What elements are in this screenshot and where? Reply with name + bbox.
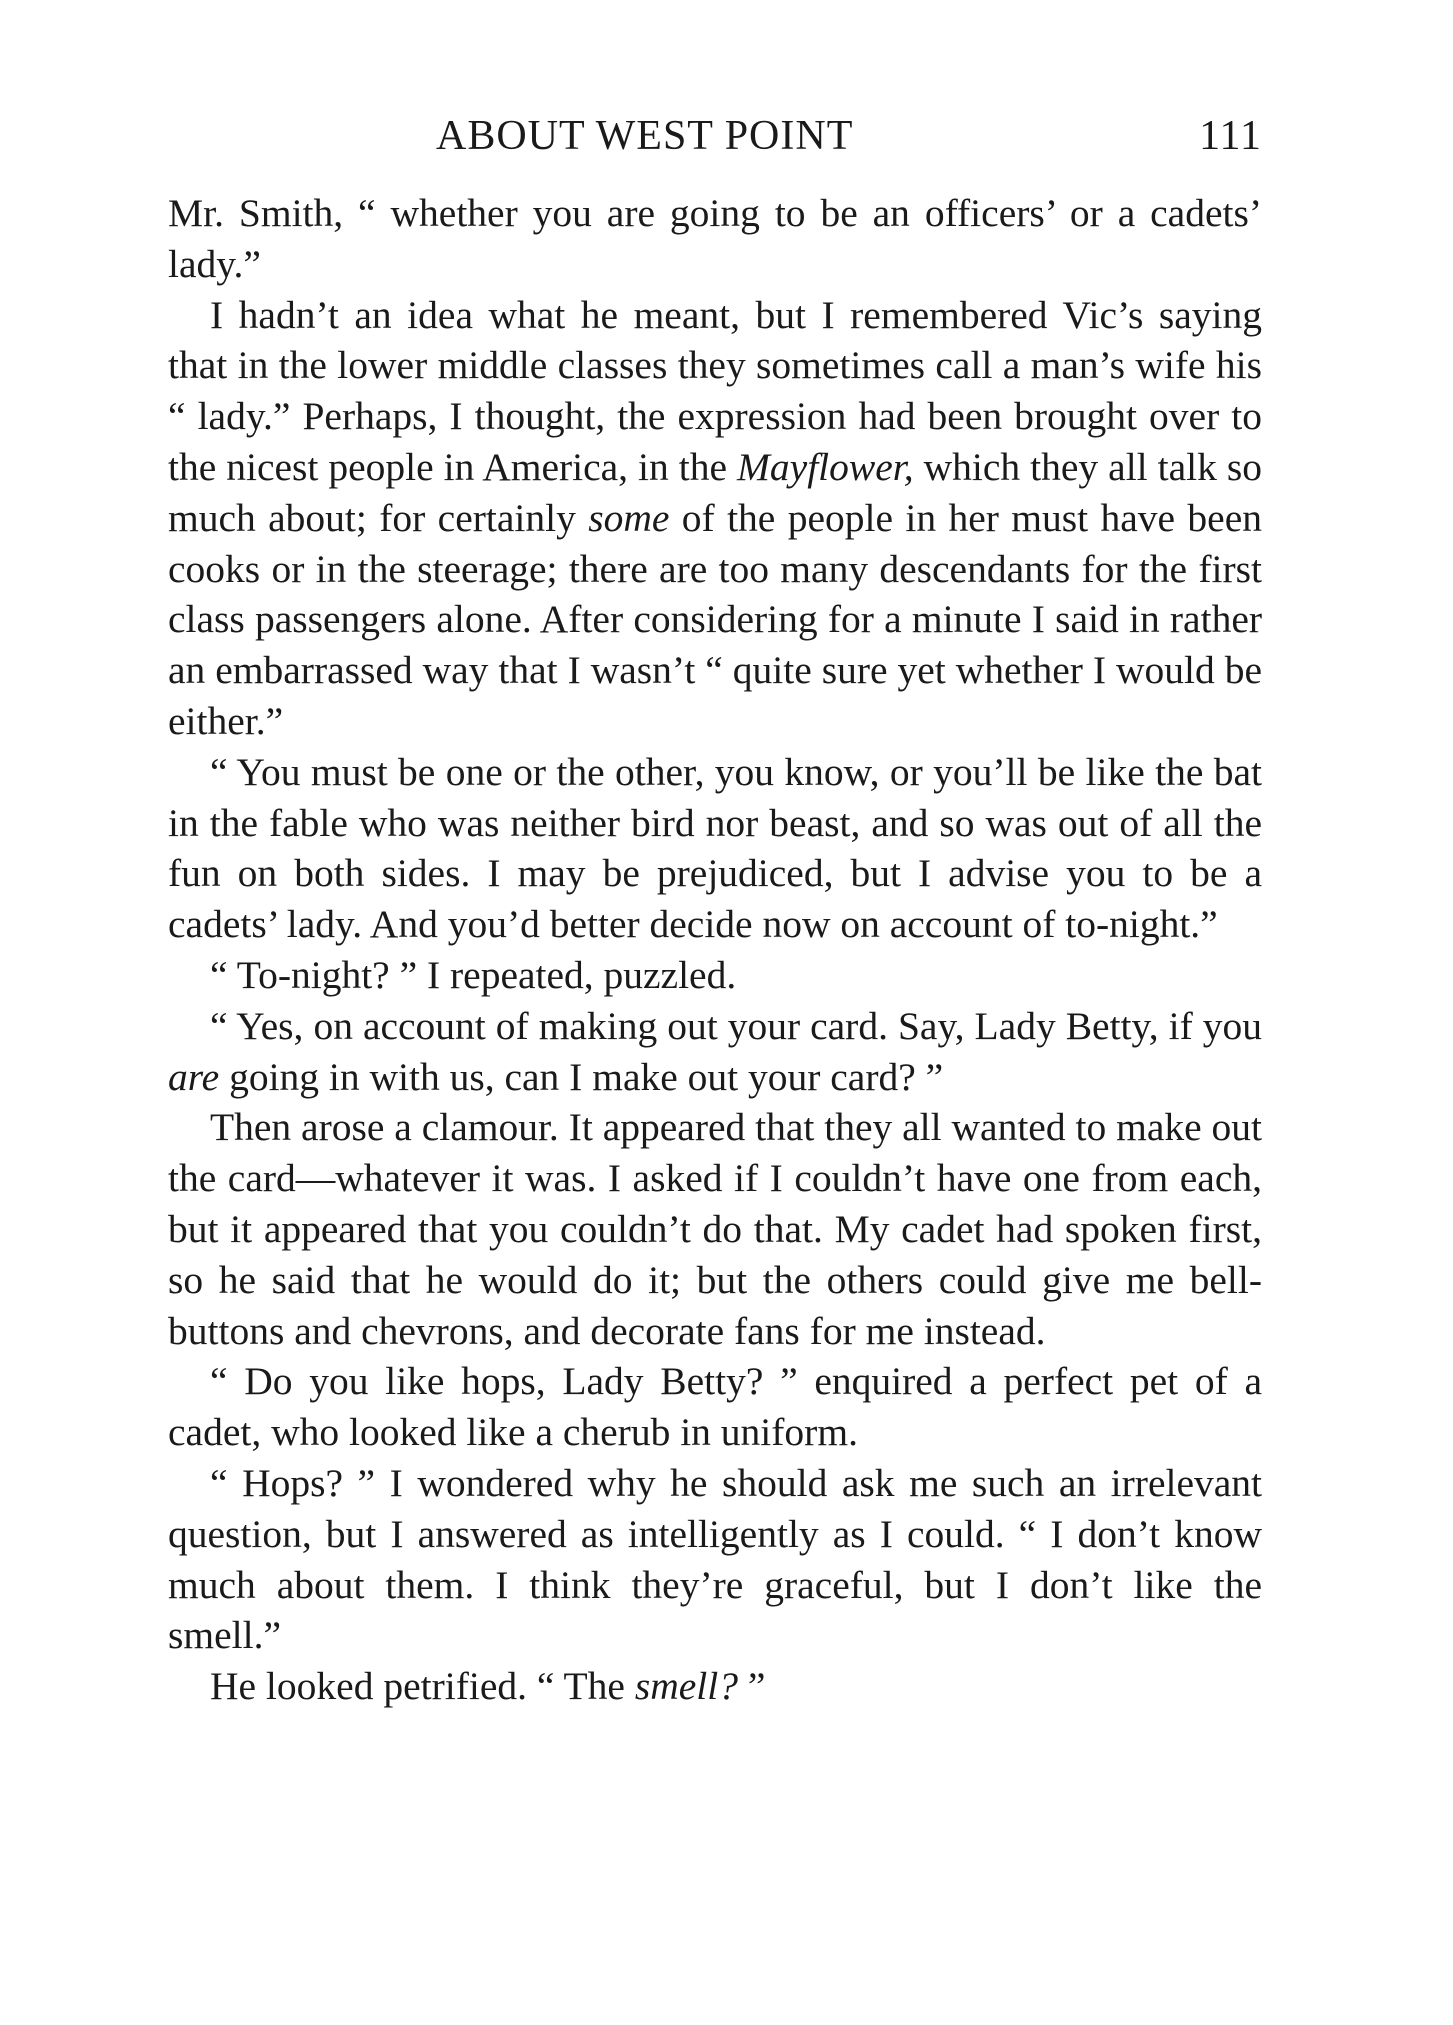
paragraph (168, 1661, 1262, 1712)
text-run: Mr. Smith, “ whether you are going to be an officers’ or a cadets’ lady.” (168, 191, 1262, 286)
text-run: He looked petrified. “ The (210, 1664, 635, 1709)
italic-text: smell? (634, 1664, 738, 1709)
text-run: I hadn’t an idea what he meant, but I remembered Vic’s saying that in the lower middle classes they sometimes call a man’s wife his “ lady.” Perhaps, I thought, the expression had been brought over to the nicest people in America, in the (168, 292, 1262, 489)
body-text (168, 188, 1262, 1712)
text-run: “ Do you like hops, Lady Betty? ” enquired a perfect pet of a cadet, who looked like a cherub in uniform. (168, 1359, 1262, 1455)
text-run: Then arose a clamour. It appeared that they all wanted to make out the card—whatever it was. I asked if I couldn’t have one from each, but it appeared that you couldn’t do that. My cadet had spoken first, so he said that he would do it; but the others could give me bell-buttons and chevrons, and decorate fans for me instead. (168, 1105, 1262, 1353)
paragraph (168, 747, 1262, 950)
italic-text: Mayflower, (737, 444, 914, 489)
text-run: of the people in her must have been cooks or in the steerage; there are too many descendants for the first class passengers alone. After considering for a minute I said in rather an embarrassed way that I wasn’t “ quite sure yet whether I would be either.” (168, 495, 1262, 743)
paragraph (168, 290, 1262, 747)
paragraph (168, 1102, 1262, 1356)
paragraph (168, 950, 1262, 1001)
text-run: “ Yes, on account of making out your card. Say, Lady Betty, if you (210, 1003, 1262, 1048)
text-run: “ You must be one or the other, you know, or you’ll be like the bat in the fable who was neither bird nor beast, and so was out of all the fun on both sides. I may be prejudiced, but I advise you to be a cadets’ lady. And you’d better decide now on account of to-night.” (168, 749, 1262, 947)
text-run: “ To-night? ” I repeated, puzzled. (210, 952, 737, 997)
text-run: which they all talk so much about; for certainly (168, 444, 1262, 540)
text-run: ” (737, 1664, 766, 1709)
paragraph (168, 1356, 1262, 1458)
italic-text: some (588, 495, 670, 540)
text-run: “ Hops? ” I wondered why he should ask me such an irrelevant question, but I answered as intelligently as I could. “ I don’t know much about them. I think they’re graceful, but I don’t like the smell.” (168, 1460, 1262, 1658)
paragraph (168, 188, 1262, 290)
running-title: ABOUT WEST POINT (436, 113, 854, 159)
running-head (168, 112, 1262, 168)
page-number: 111 (1199, 113, 1262, 159)
italic-text: are (168, 1054, 220, 1099)
text-run: going in with us, can I make out your card? ” (219, 1054, 944, 1099)
paragraph (168, 1001, 1262, 1103)
paragraph (168, 1458, 1262, 1661)
